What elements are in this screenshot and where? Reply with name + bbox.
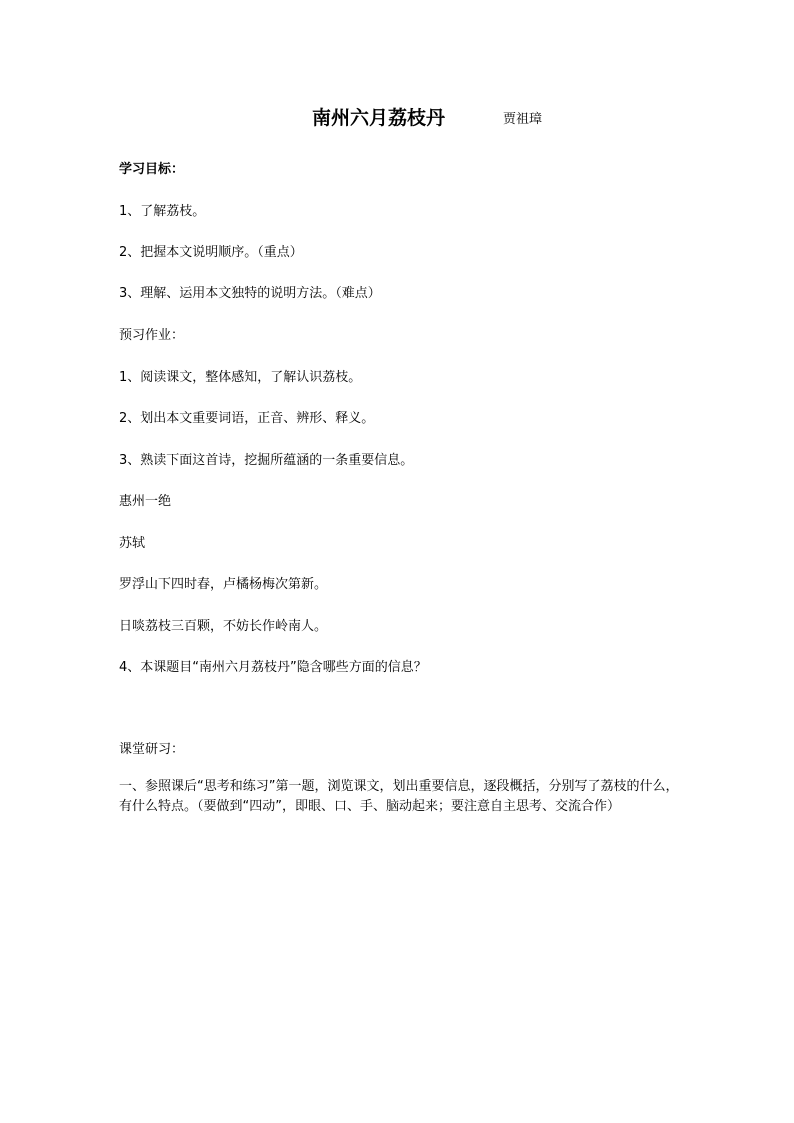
page-title: 南州六月荔枝丹 xyxy=(312,107,446,129)
poem-line-1: 罗浮山下四时春，卢橘杨梅次第新。 xyxy=(119,577,328,592)
preview-item-2: 2、划出本文重要词语，正音、辨形、释义。 xyxy=(119,411,375,426)
poem-author: 苏轼 xyxy=(119,536,146,551)
goal-item-2: 2、把握本文说明顺序。（重点） xyxy=(119,245,303,260)
poem-line-2: 日啖荔枝三百颗，不妨长作岭南人。 xyxy=(119,619,328,634)
goals-heading: 学习目标： xyxy=(119,162,185,177)
title-row xyxy=(0,106,794,132)
goal-item-1: 1、了解荔枝。 xyxy=(119,204,206,219)
classroom-heading: 课堂研习： xyxy=(119,742,185,757)
classroom-task-1: 一、参照课后“思考和练习”第一题，浏览课文，划出重要信息，逐段概括，分别写了荔枝的什么，有什么特点。（要做到“四动”，即眼、口、手、脑动起来；要注意自主思考、交流合作） xyxy=(119,779,679,814)
author-name: 贾祖璋 xyxy=(503,112,543,127)
goal-item-3: 3、理解、运用本文独特的说明方法。（难点） xyxy=(119,286,381,301)
preview-item-4: 4、本课题目“南州六月荔枝丹”隐含哪些方面的信息？ xyxy=(119,660,427,675)
preview-item-3: 3、熟读下面这首诗，挖掘所蕴涵的一条重要信息。 xyxy=(119,453,414,468)
preview-heading: 预习作业： xyxy=(119,328,185,343)
preview-item-1: 1、阅读课文，整体感知，了解认识荔枝。 xyxy=(119,370,362,385)
poem-title: 惠州一绝 xyxy=(119,494,172,509)
